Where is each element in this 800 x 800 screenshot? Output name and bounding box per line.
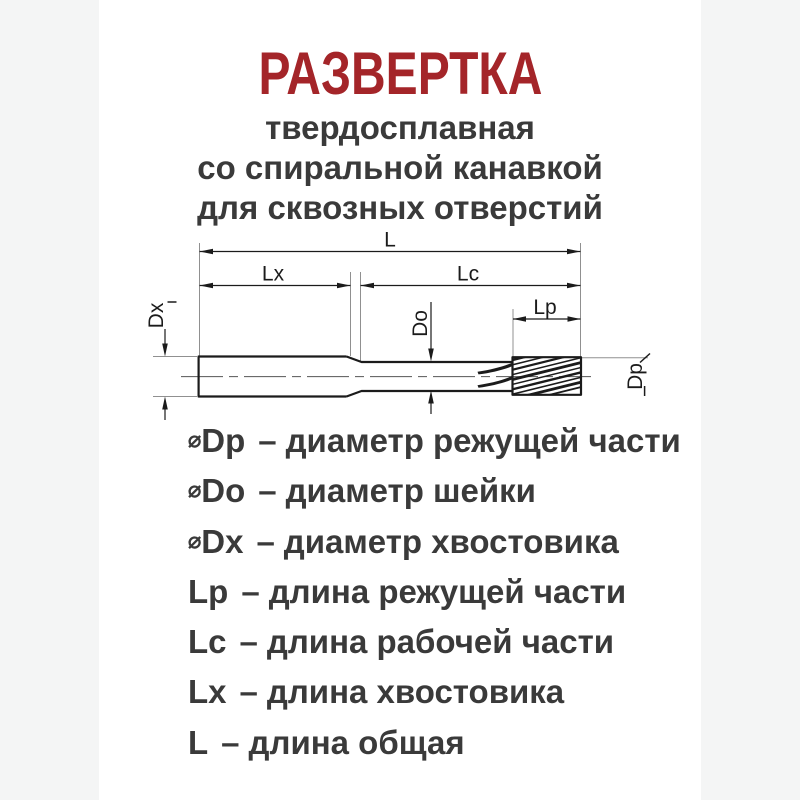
legend-label: длина рабочей части (266, 623, 615, 661)
legend-row-l (188, 717, 681, 767)
legend-label: длина хвостовика (266, 673, 565, 711)
reamer-technical-drawing (99, 230, 701, 430)
legend-label: диаметр режущей части (285, 422, 681, 459)
legend-symbol: Dp (201, 422, 246, 459)
legend-label: диаметр шейки (285, 472, 536, 510)
content-panel (99, 0, 701, 800)
legend-dash: – (221, 723, 240, 761)
legend-symbol: L (188, 723, 209, 761)
legend-symbol: Dx (201, 522, 244, 560)
legend-row-lc (188, 616, 681, 666)
spiral-flutes (504, 341, 589, 406)
dim-label-shank-length: Lx (261, 262, 285, 286)
diameter-sign: ⌀ (188, 477, 202, 503)
dim-label-cutting-length: Lp (533, 296, 557, 319)
legend-row-dx (188, 516, 681, 566)
legend-row-lp (188, 566, 681, 616)
legend-label: длина общая (248, 723, 465, 761)
subtitle-line-2: со спиральной канавкой (197, 149, 603, 186)
legend-symbol: Lc (188, 623, 227, 661)
page-title-text: РАЗВЕРТКА (258, 40, 542, 107)
legend-dash: – (239, 673, 258, 711)
dim-label-neck-diameter: Do (409, 310, 432, 337)
legend-dash: – (241, 572, 260, 610)
diameter-sign: ⌀ (188, 527, 202, 553)
legend-label: длина режущей части (268, 572, 627, 610)
page-subtitle (99, 108, 701, 228)
dim-label-working-length: Lc (456, 262, 480, 286)
legend-dash: – (256, 522, 275, 560)
neck-top-outline (347, 357, 513, 363)
flute-lead-in-curves (478, 362, 514, 388)
legend-dash: – (258, 472, 277, 510)
legend-symbol: Lx (188, 673, 227, 711)
legend-row-lx (188, 666, 681, 716)
subtitle-line-3: для сквозных отверстий (197, 189, 603, 226)
dimension-arrowheads (162, 249, 580, 410)
legend-dash: – (258, 422, 277, 459)
neck-bottom-outline (347, 391, 513, 397)
dim-label-cutting-diameter: Dp (624, 363, 647, 390)
legend-symbol: Do (201, 472, 246, 510)
dim-label-shank-diameter: Dx (145, 302, 168, 329)
legend-dash: – (239, 623, 258, 661)
legend-row-do (188, 465, 681, 515)
diameter-sign: ⌀ (188, 427, 202, 452)
dimension-legend (188, 415, 681, 767)
legend-label: диаметр хвостовика (283, 522, 619, 560)
legend-row-dp (188, 415, 681, 465)
page-title (99, 40, 701, 107)
subtitle-line-1: твердосплавная (265, 109, 535, 146)
legend-symbol: Lp (188, 572, 229, 610)
dim-label-overall-length: L (384, 230, 396, 252)
